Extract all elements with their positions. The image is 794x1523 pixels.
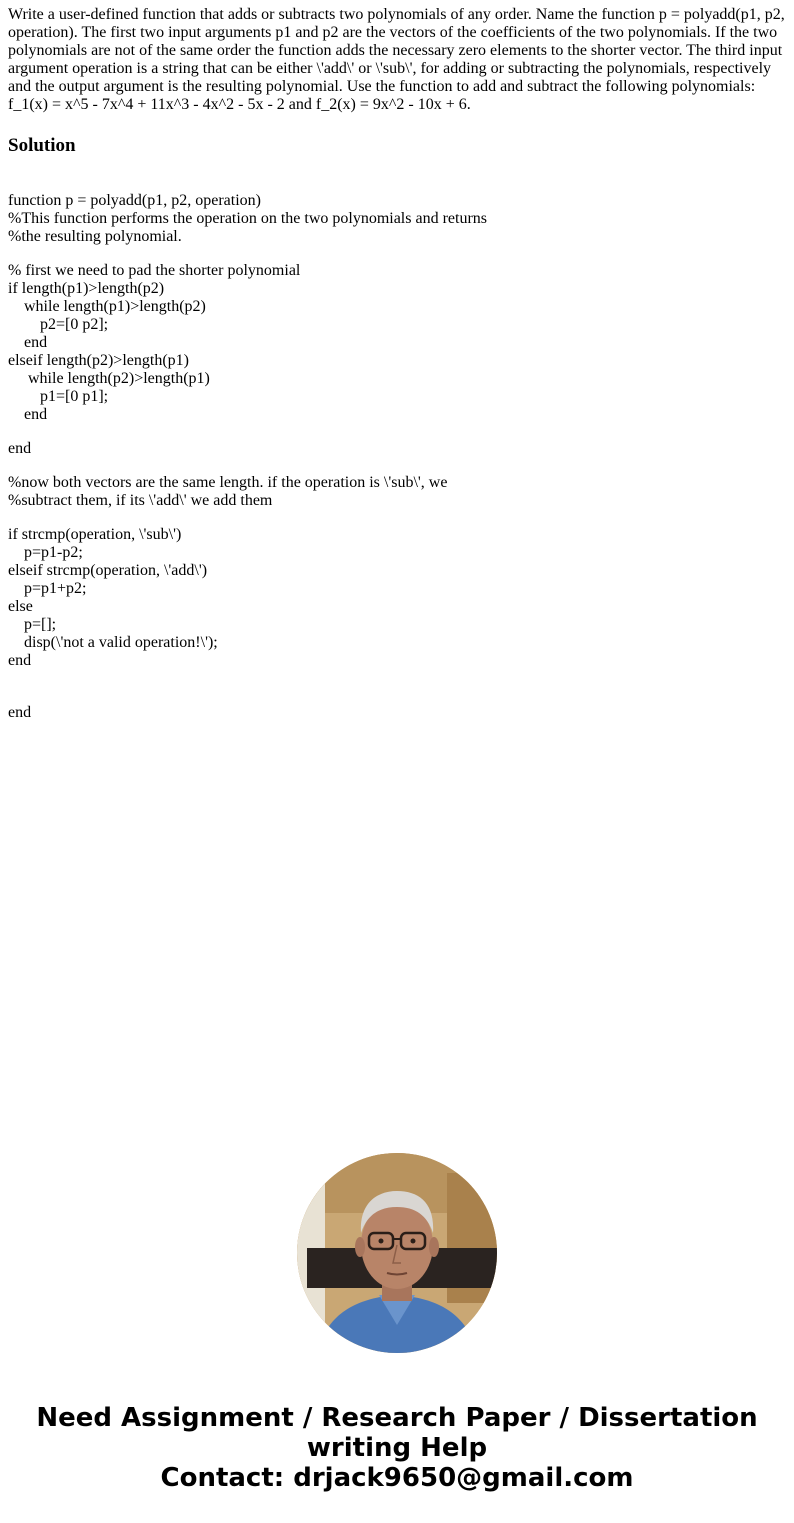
author-avatar [297,1153,497,1353]
code-line: while length(p2)>length(p1) [8,370,210,387]
question-text: Write a user-defined function that adds or subtracts two polynomials of any order. Name the function p = polyadd(p1, p2, operation). The first two input arguments p1 and p2 are the vectors of the coefficients of the two polynomials. If the two polynomials are not of the same order the function adds the necessary zero elements to the shorter vector. The third input argument operation is a string that can be either \'add\' or \'sub\', for adding or subtracting the polynomials, respectively and the output argument is the resulting polynomial. Use the function to add and subtract the following polynomials: f_1(x) = x^5 - 7x^4 + 11x^3 - 4x^2 - 5x - 2 and f_2(x) = 9x^2 - 10x + 6. [8,6,785,113]
code-line: end [8,334,48,351]
code-line: p2=[0 p2]; [8,316,109,333]
code-block [8,192,487,722]
promo-line: writing Help [306,1433,488,1463]
solution-heading: Solution [8,135,76,156]
code-line: while length(p1)>length(p2) [8,298,206,315]
code-line: elseif strcmp(operation, \'add\') [8,562,208,579]
code-line: %subtract them, if its \'add\' we add them [8,492,273,509]
contact-email: Contact: drjack9650@gmail.com [160,1463,634,1493]
code-line: if strcmp(operation, \'sub\') [8,526,182,543]
code-line: end [8,652,32,669]
code-line: p1=[0 p1]; [8,388,109,405]
code-line: disp(\'not a valid operation!\'); [8,634,218,651]
code-line: %This function performs the operation on the two polynomials and returns [8,210,488,227]
code-line: function p = polyadd(p1, p2, operation) [8,192,261,209]
code-line: if length(p1)>length(p2) [8,280,165,297]
code-line: %the resulting polynomial. [8,228,182,245]
code-line: p=p1+p2; [8,580,87,597]
promo-line: Need Assignment / Research Paper / Dissertation [36,1403,758,1433]
code-line: end [8,440,32,457]
code-line: % first we need to pad the shorter polynomial [8,262,301,279]
code-line: end [8,704,32,721]
code-line: %now both vectors are the same length. if the operation is \'sub\', we [8,474,448,491]
code-line: p=[]; [8,616,57,633]
code-line: else [8,598,33,615]
avatar-portrait-icon [297,1153,497,1353]
code-line: end [8,406,48,423]
promo-banner [0,1403,794,1493]
code-line: elseif length(p2)>length(p1) [8,352,189,369]
code-line: p=p1-p2; [8,544,83,561]
